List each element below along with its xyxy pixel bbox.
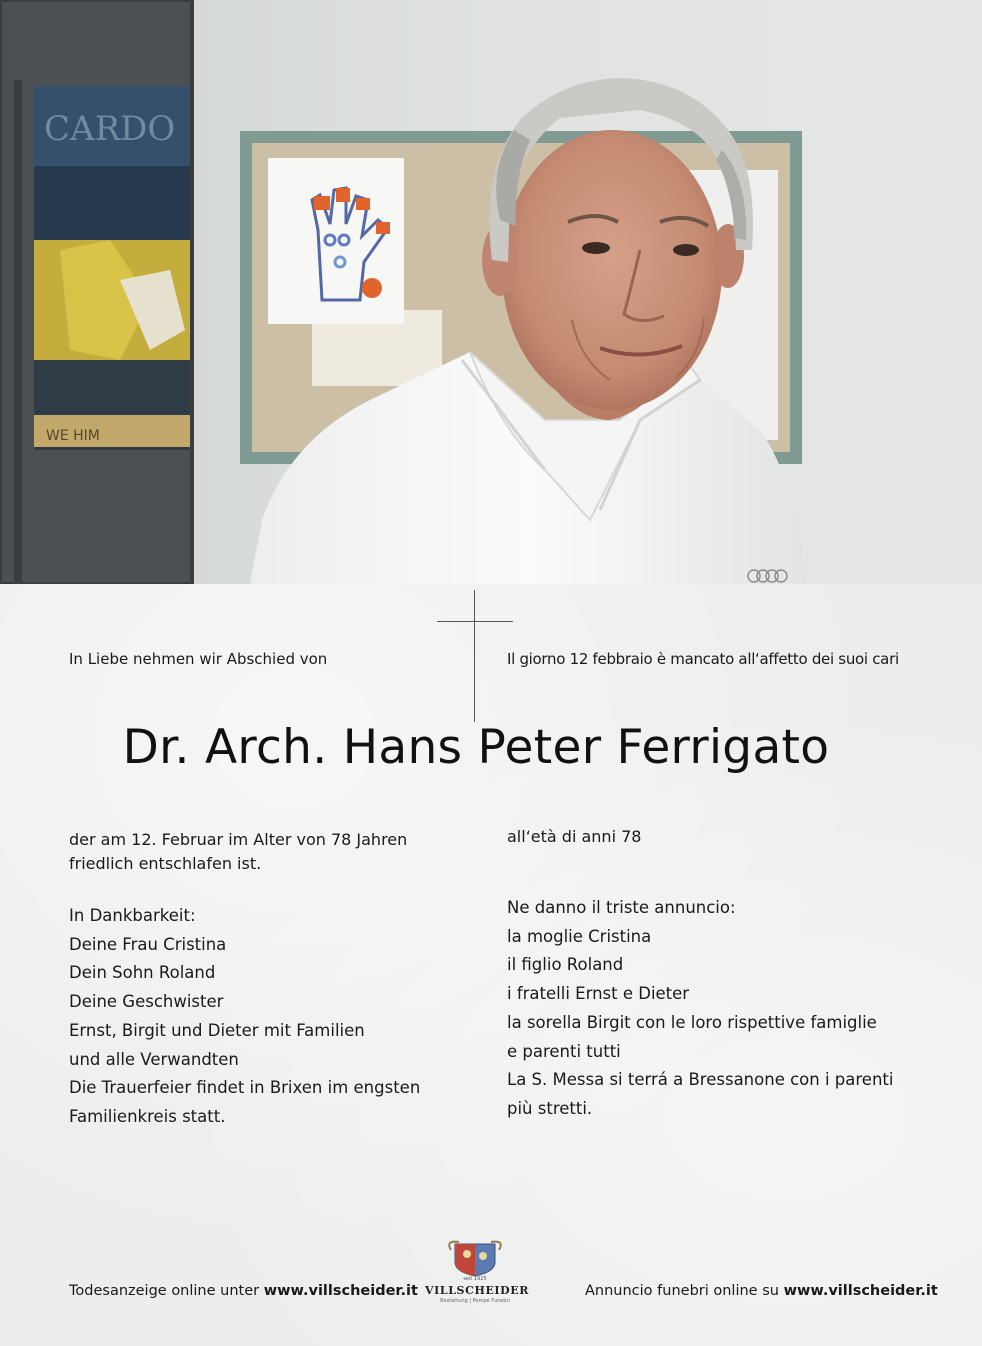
footer-italian-link[interactable]: www.villscheider.it	[783, 1283, 938, 1299]
death-info-italian-line1: all‘età di anni 78	[507, 827, 642, 846]
ceremony-line: Familienkreis statt.	[69, 1106, 226, 1126]
cross-icon-vertical	[474, 590, 475, 722]
mourners-german	[69, 902, 420, 1132]
portrait-photo	[0, 0, 982, 584]
death-info-german-line1: der am 12. Februar im Alter von 78 Jahren	[69, 830, 408, 849]
poster-bottom-text: WE HIM	[46, 428, 100, 444]
cross-icon-horizontal	[437, 621, 513, 622]
mourner-line: il figlio Roland	[507, 955, 624, 975]
mourner-line: Deine Frau Cristina	[69, 934, 227, 954]
ceremony-line: Die Trauerfeier findet in Brixen im engsten	[69, 1078, 421, 1098]
footer-german	[69, 1283, 418, 1299]
mourner-line: In Dankbarkeit:	[69, 906, 196, 925]
logo-since: seit 1925	[463, 1276, 487, 1282]
mourner-line: Ernst, Birgit und Dieter mit Familien	[69, 1020, 365, 1040]
coat-of-arms-icon	[425, 1238, 525, 1278]
mourner-line: Ne danno il triste annuncio:	[507, 898, 736, 917]
portrait-illustration	[0, 0, 982, 584]
logo-name: VILLSCHEIDER	[425, 1284, 530, 1297]
deceased-name: Dr. Arch. Hans Peter Ferrigato	[122, 720, 830, 775]
mourners-italian	[507, 894, 893, 1124]
ceremony-line: più stretti.	[507, 1098, 593, 1118]
mourner-line: e parenti tutti	[507, 1041, 621, 1061]
death-info-german-line2: friedlich entschlafen ist.	[69, 854, 262, 873]
footer-italian	[585, 1283, 938, 1299]
intro-german: In Liebe nehmen wir Abschied von	[69, 650, 328, 668]
funeral-home-logo	[425, 1238, 530, 1318]
mourner-line: Dein Sohn Roland	[69, 963, 216, 983]
intro-italian: Il giorno 12 febbraio è mancato all‘affetto dei suoi cari	[507, 650, 899, 668]
mourner-line: Deine Geschwister	[69, 992, 224, 1012]
poster	[34, 86, 190, 450]
ceremony-line: La S. Messa si terrá a Bressanone con i parenti	[507, 1070, 894, 1090]
poster-title: CARDO	[44, 109, 176, 149]
footer-german-link[interactable]: www.villscheider.it	[263, 1283, 418, 1299]
footer-italian-text: Annuncio funebri online su	[585, 1283, 784, 1299]
footer-german-text: Todesanzeige online unter	[69, 1283, 264, 1299]
mourner-line: und alle Verwandten	[69, 1049, 239, 1069]
death-info-italian	[507, 825, 641, 849]
mourner-line: la sorella Birgit con le loro rispettive famiglie	[507, 1012, 877, 1032]
logo-subtitle: Bestattung | Pompe Funebri	[440, 1298, 510, 1304]
mourner-line: la moglie Cristina	[507, 926, 652, 946]
death-info-german	[69, 828, 407, 876]
face	[502, 130, 722, 410]
mourner-line: i fratelli Ernst e Dieter	[507, 984, 690, 1004]
